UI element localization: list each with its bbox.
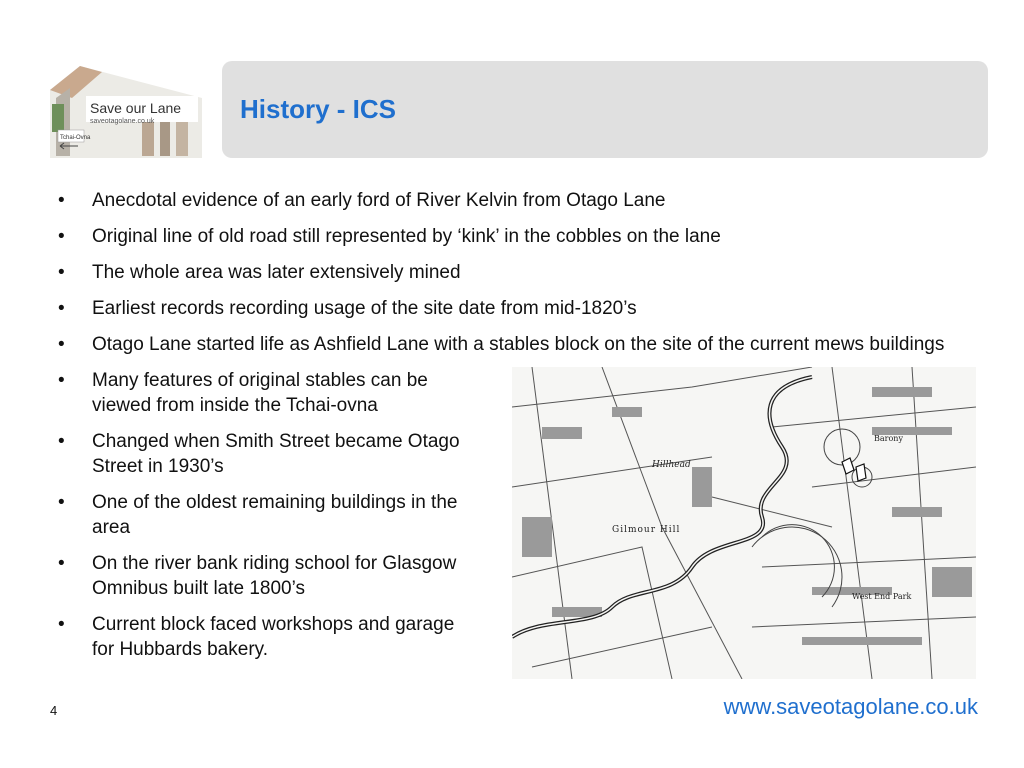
slide-title: History - ICS [240,94,397,124]
map-label: Gilmour Hill [612,525,681,535]
map-label: Barony [874,434,903,443]
bullet-item: • Current block faced workshops and garage for Hubbards bakery. [0,612,480,662]
page-number: 4 [50,703,58,718]
bullet-item: • Changed when Smith Street became Otago Street in 1930’s [0,429,480,479]
website-url[interactable]: www.saveotagolane.co.uk [723,694,978,719]
bullet-item: • Anecdotal evidence of an early ford of River Kelvin from Otago Lane [0,188,964,213]
bullet-item: • Original line of old road still represented by ‘kink’ in the cobbles on the lane [0,224,964,249]
map-label: Hillhead [652,460,691,470]
bullet-item: • On the river bank riding school for Glasgow Omnibus built late 1800’s [0,551,480,601]
title-bar [222,61,988,158]
map-label: West End Park [852,592,912,601]
bullet-item: • Many features of original stables can be viewed from inside the Tchai-ovna [0,368,480,418]
bullet-item: • Otago Lane started life as Ashfield Lane with a stables block on the site of the current mews buildings [0,332,964,357]
save-our-lane-logo [42,58,202,160]
bullet-item: • The whole area was later extensively mined [0,260,964,285]
bullet-item: • Earliest records recording usage of the site date from mid-1820’s [0,296,964,321]
historic-map-image [512,367,976,679]
bullet-item: • One of the oldest remaining buildings in the area [0,490,480,540]
logo-sign: Tchai-Ovna [60,135,91,141]
logo-title: Save our Lane [90,100,182,116]
logo-subtitle: saveotagolane.co.uk [90,118,155,125]
